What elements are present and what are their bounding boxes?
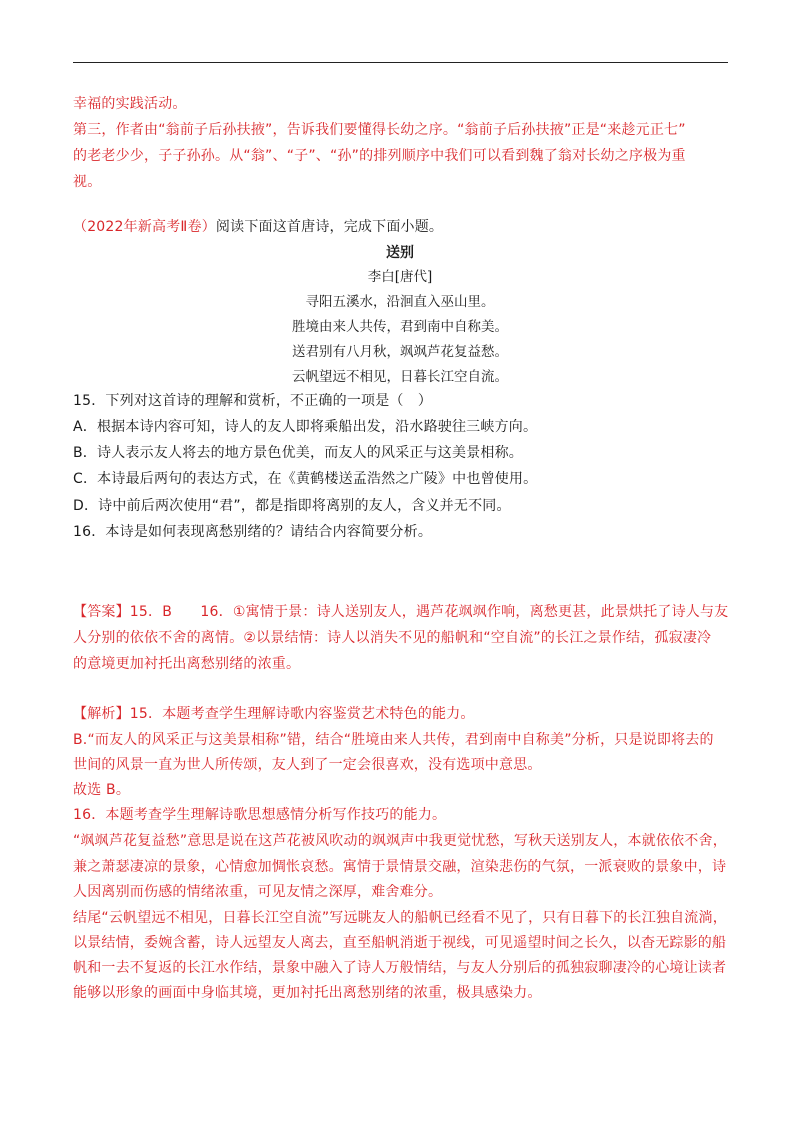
poem-line: 送君别有八月秋，飒飒芦花复益愁。	[292, 344, 508, 360]
analysis-line-10: 以景结情，委婉含蓄，诗人远望友人离去，直至船帆消逝于视线，可见遥望时间之长久，以杳无踪影的船	[73, 935, 727, 951]
option-a: A．根据本诗内容可知，诗人的友人即将乘船出发，沿水路驶往三峡方向。	[73, 419, 538, 435]
analysis-line-7: 兼之萧瑟凄凉的景象，心情愈加惆怅哀愁。寓情于景情景交融，渲染悲伤的气氛，一派衰败的景象中，诗	[73, 859, 727, 875]
continuation-line-3: 的老老少少，子子孙孙。从“翁”、“子”、“孙”的排列顺序中我们可以看到魏了翁对长幼之序极为重	[73, 148, 686, 164]
analysis-line-1: 【解析】15．本题考查学生理解诗歌内容鉴赏艺术特色的能力。	[73, 706, 475, 722]
continuation-line-2: 第三，作者由“翁前子后孙扶掖”，告诉我们要懂得长幼之序。“翁前子后孙扶掖”正是“来趁元正七”	[73, 122, 686, 138]
question-intro	[73, 217, 733, 237]
question-instruction: 阅读下面这首唐诗，完成下面小题。	[215, 219, 444, 235]
poem-author: 李白[唐代]	[367, 269, 433, 285]
answer-line-1: 【答案】15．B 16．①寓情于景：诗人送别友人，遇芦花飒飒作响，离愁更甚，此景烘托了诗人与友	[73, 604, 729, 620]
analysis-line-5: 16．本题考查学生理解诗歌思想感情分析写作技巧的能力。	[73, 807, 447, 823]
continuation-line-1: 幸福的实践活动。	[73, 96, 187, 112]
analysis-line-2: B.“而友人的风采正与这美景相称”错，结合“胜境由来人共传，君到南中自称美”分析，只是说即将去的	[73, 732, 714, 748]
analysis-line-6: “飒飒芦花复益愁”意思是说在这芦花被风吹动的飒飒声中我更觉忧愁，写秋天送别友人，本就依依不舍，	[73, 833, 727, 849]
analysis-line-9: 结尾“云帆望远不相见，日暮长江空自流”写远眺友人的船帆已经看不见了，只有日暮下的长江独自流淌，	[73, 910, 727, 926]
poem-title: 送别	[386, 245, 414, 261]
analysis-line-3: 世间的风景一直为世人所传颂，友人到了一定会很喜欢，没有选项中意思。	[73, 757, 542, 773]
analysis-line-11: 帆和一去不复返的长江水作结，景象中融入了诗人万般情结，与友人分别后的孤独寂聊凄冷的心境让读者	[73, 960, 727, 976]
question-15: 15．下列对这首诗的理解和赏析，不正确的一项是（ ）	[73, 393, 433, 409]
question-16: 16．本诗是如何表现离愁别绪的？请结合内容简要分析。	[73, 524, 433, 540]
poem-line: 云帆望远不相见，日暮长江空自流。	[292, 369, 508, 385]
option-d: D．诗中前后两次使用“君”，都是指即将离别的友人，含义并无不同。	[73, 498, 511, 514]
answer-line-2: 人分别的依依不舍的离情。②以景结情：诗人以消失不见的船帆和“空自流”的长江之景作结，孤寂凄冷	[73, 630, 712, 646]
question-source: （2022年新高考Ⅱ卷）	[73, 219, 216, 235]
analysis-line-12: 能够以形象的画面中身临其境，更加衬托出离愁别绪的浓重，极具感染力。	[73, 985, 542, 1001]
header-rule	[73, 62, 728, 63]
analysis-line-8: 人因离别而伤感的情绪浓重，可见友情之深厚，难舍难分。	[73, 884, 443, 900]
poem-line: 胜境由来人共传，君到南中自称美。	[292, 319, 508, 335]
poem-line: 寻阳五溪水，沿洄直入巫山里。	[305, 294, 495, 310]
answer-line-3: 的意境更加衬托出离愁别绪的浓重。	[73, 656, 301, 672]
option-b: B．诗人表示友人将去的地方景色优美，而友人的风采正与这美景相称。	[73, 445, 524, 461]
analysis-line-4: 故选 B。	[73, 782, 131, 798]
continuation-line-4: 视。	[73, 174, 102, 190]
option-c: C．本诗最后两句的表达方式，在《黄鹤楼送孟浩然之广陵》中也曾使用。	[73, 471, 538, 487]
